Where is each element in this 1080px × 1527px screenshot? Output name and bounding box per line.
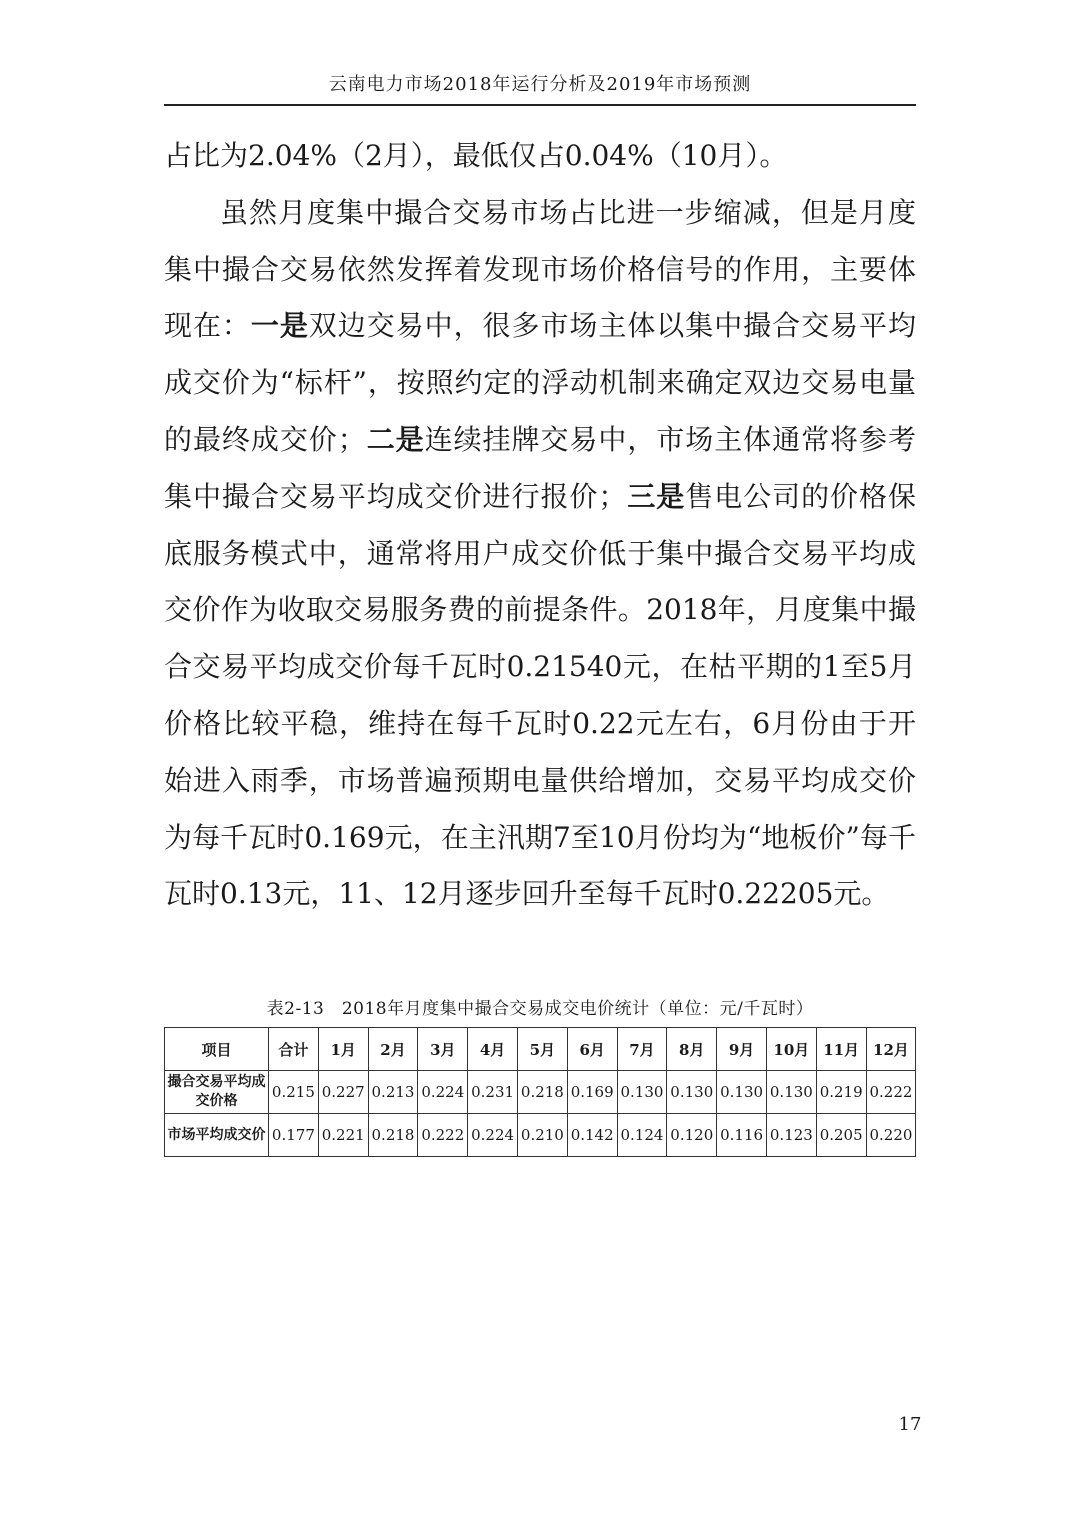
table-cell: 0.218 [517, 1071, 567, 1114]
table-header-cell: 9月 [717, 1028, 767, 1071]
table-cell: 0.120 [667, 1114, 717, 1157]
table-cell: 0.130 [617, 1071, 667, 1114]
table-row-label: 市场平均成交价 [165, 1114, 269, 1157]
table-header-cell: 6月 [567, 1028, 617, 1071]
paragraph-2-part-2: 双边交易中，很多市场主体以集中撮合交易平均成交价为“标杆”，按照约定的浮动机制来确定双边交易电量的最终成交价； [164, 309, 916, 456]
table-header-cell: 12月 [866, 1028, 916, 1071]
table-row [165, 1071, 916, 1114]
paragraph-2-part-1: 虽然月度集中撮合交易市场占比进一步缩减，但是月度集中撮合交易依然发挥着发现市场价格信号的作用，主要体现在： [164, 195, 916, 343]
table-header-cell: 1月 [318, 1028, 368, 1071]
paragraph-2-part-4: 售电公司的价格保底服务模式中，通常将用户成交价低于集中撮合交易平均成交价作为收取交易服务费的前提条件。2018年，月度集中撮合交易平均成交价每千瓦时0.21540元，在枯平期的1至5月价格比较平稳，维持在每千瓦时0.22元左右，6月份由于开始进入雨季，市场普遍预期电量供给增加，交易平均成交价为每千瓦时0.169元，在主汛期7至10月份均为“地板价”每千瓦时0.13元，11、12月逐步回升至每千瓦时0.22205元。 [164, 479, 916, 911]
table-cell: 0.224 [468, 1114, 518, 1157]
table-header-cell: 4月 [468, 1028, 518, 1071]
table-cell: 0.130 [717, 1071, 767, 1114]
table-cell: 0.177 [269, 1114, 319, 1157]
paragraph-1: 占比为2.04%（2月），最低仅占0.04%（10月）。 [164, 139, 788, 172]
table-cell: 0.231 [468, 1071, 518, 1114]
page-header: 云南电力市场2018年运行分析及2019年市场预测 [328, 74, 752, 95]
table-header-cell: 3月 [418, 1028, 468, 1071]
bold-marker-2: 二是 [365, 422, 425, 456]
table-header-cell: 11月 [816, 1028, 866, 1071]
bold-marker-3: 三是 [626, 479, 686, 513]
table-cell: 0.169 [567, 1071, 617, 1114]
table-header-cell: 10月 [766, 1028, 816, 1071]
table-cell: 0.124 [617, 1114, 667, 1157]
body-text [164, 128, 916, 923]
table-cell: 0.205 [816, 1114, 866, 1157]
price-table [164, 1027, 916, 1157]
table-cell: 0.130 [766, 1071, 816, 1114]
table-cell: 0.222 [866, 1071, 916, 1114]
table-header-cell: 7月 [617, 1028, 667, 1071]
table-cell: 0.218 [368, 1114, 418, 1157]
table-header-cell: 5月 [517, 1028, 567, 1071]
bold-marker-1: 一是 [250, 309, 309, 343]
table-cell: 0.116 [717, 1114, 767, 1157]
table-header-cell: 2月 [368, 1028, 418, 1071]
table-cell: 0.220 [866, 1114, 916, 1157]
table-header-cell: 合计 [269, 1028, 319, 1071]
table-cell: 0.142 [567, 1114, 617, 1157]
paragraph-2 [164, 185, 916, 923]
table-cell: 0.224 [418, 1071, 468, 1114]
table-cell: 0.222 [418, 1114, 468, 1157]
table-row-label: 撮合交易平均成交价格 [165, 1071, 269, 1114]
table-cell: 0.213 [368, 1071, 418, 1114]
table-cell: 0.221 [318, 1114, 368, 1157]
header-rule [164, 104, 916, 106]
table-cell: 0.227 [318, 1071, 368, 1114]
table-cell: 0.210 [517, 1114, 567, 1157]
table-caption: 表2-13 2018年月度集中撮合交易成交电价统计（单位：元/千瓦时） [266, 999, 814, 1019]
page-number: 17 [898, 1414, 922, 1435]
table-cell: 0.130 [667, 1071, 717, 1114]
table-header-cell: 8月 [667, 1028, 717, 1071]
table-header-row [165, 1028, 916, 1071]
table-header-cell: 项目 [165, 1028, 269, 1071]
table-row [165, 1114, 916, 1157]
table-cell: 0.123 [766, 1114, 816, 1157]
paragraph-2-part-3: 连续挂牌交易中，市场主体通常将参考集中撮合交易平均成交价进行报价； [164, 422, 916, 513]
table-cell: 0.215 [269, 1071, 319, 1114]
table-cell: 0.219 [816, 1071, 866, 1114]
